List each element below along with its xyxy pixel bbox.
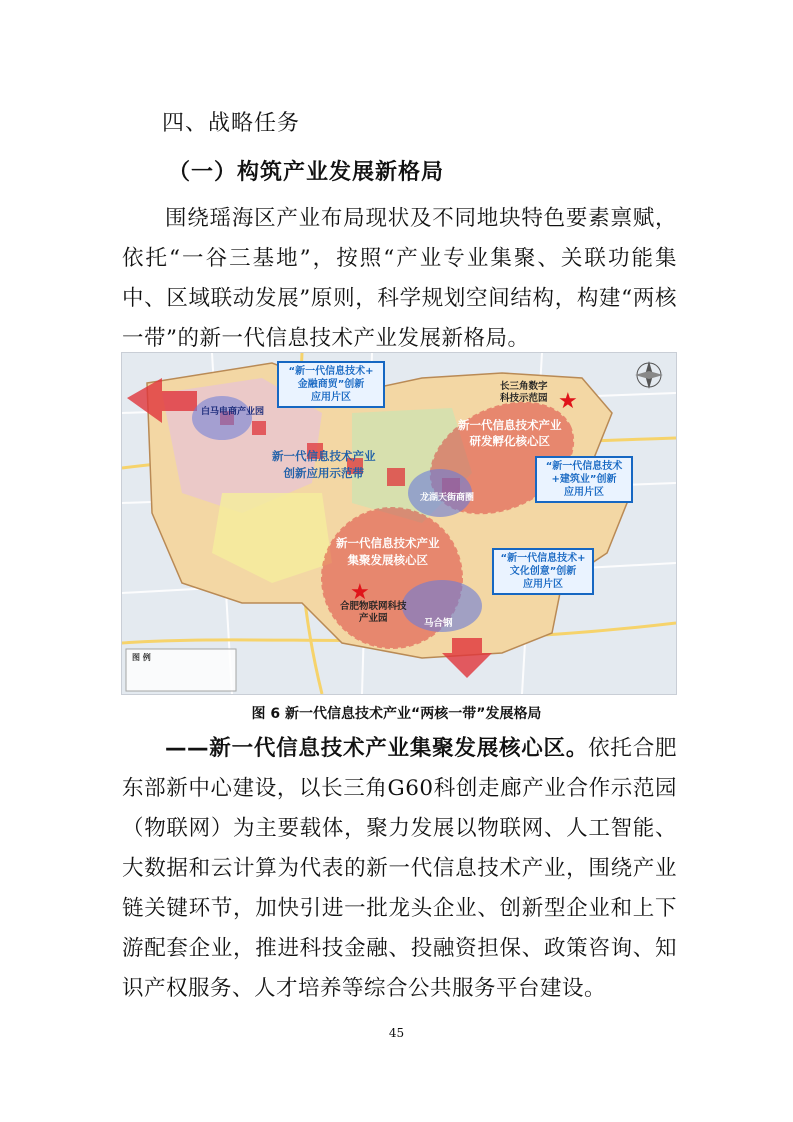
industry-layout-map — [121, 352, 677, 695]
mahe-label: 马合钢 — [424, 618, 453, 629]
sub-heading: （一）构筑产业发展新格局 — [168, 160, 445, 185]
agg-core-label: 新一代信息技术产业 集聚发展核心区 — [336, 536, 440, 567]
baima-label: 白马电商产业园 — [201, 407, 265, 417]
finance-zone-label: “新一代信息技术+ 金融商贸”创新 应用片区 — [277, 361, 385, 408]
star-icon: ★ — [350, 580, 370, 605]
star-icon: ★ — [558, 389, 578, 414]
page-number: 45 — [388, 1026, 405, 1040]
construction-zone-label: “新一代信息技术 +建筑业”创新 应用片区 — [535, 456, 633, 503]
paragraph-body: 依托合肥东部新中心建设，以长三角G60科创走廊产业合作示范园（物联网）为主要载体，聚力发展以物联网、人工智能、大数据和云计算为代表的新一代信息技术产业，围绕产业链关键环节，加快引进一批龙头企业、创新型企业和上下游配套企业，推进科技金融、投融资担保、政策咨询、知识产权服务、人才培养等综合公共服务平台建设。 — [122, 736, 677, 1001]
section-heading: 四、战略任务 — [162, 111, 301, 136]
longhu-label: 龙湖天街商圈 — [420, 493, 475, 503]
paragraph-lead: ——新一代信息技术产业集聚发展核心区。 — [165, 736, 589, 761]
csj-park-label: 长三角数字 科技示范园 — [500, 381, 548, 404]
baima-zone — [192, 396, 252, 440]
rd-core-label: 新一代信息技术产业 研发孵化核心区 — [458, 418, 562, 448]
paragraph-core-area — [122, 729, 677, 1009]
iot-park-label: 合肥物联网科技 产业园 — [340, 601, 407, 624]
innovation-belt-label: 新一代信息技术产业 创新应用示范带 — [272, 449, 376, 480]
legend-title: 图 例 — [132, 653, 151, 662]
paragraph-intro: 围绕瑶海区产业布局现状及不同地块特色要素禀赋，依托“一谷三基地”，按照“产业专业集聚、关联功能集中、区域联动发展”原则，科学规划空间结构，构建“两核一带”的新一代信息技术产业发展新格局。 — [122, 206, 677, 351]
culture-zone-label: “新一代信息技术+ 文化创意”创新 应用片区 — [492, 548, 594, 595]
figure-caption: 图 6 新一代信息技术产业“两核一带”发展格局 — [251, 706, 542, 722]
